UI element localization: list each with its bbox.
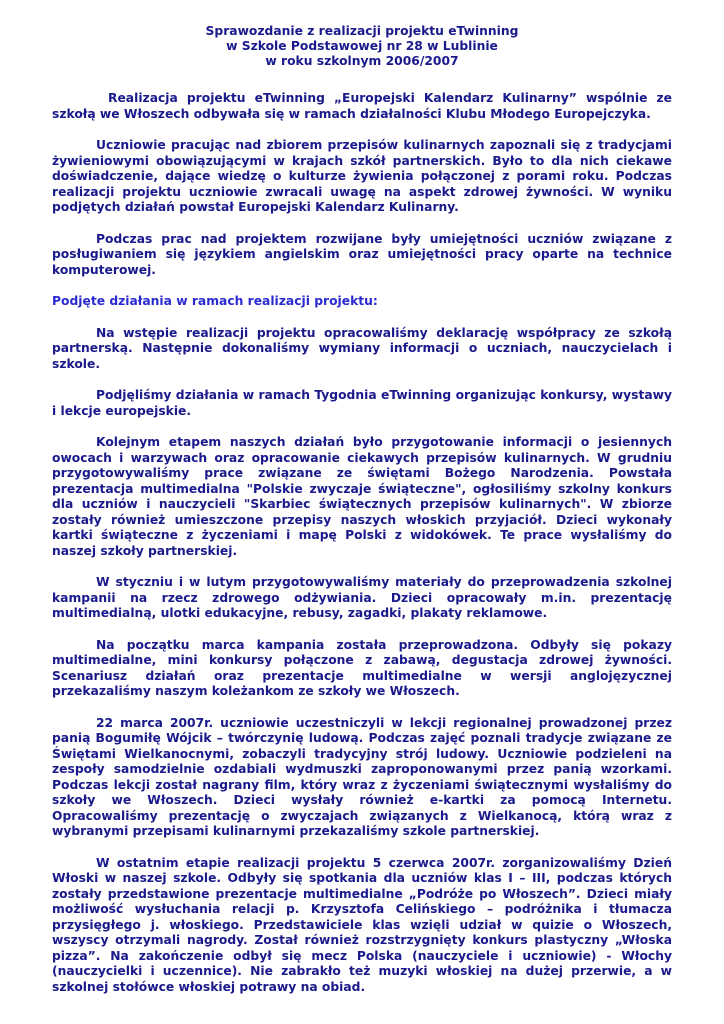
title-line-3: w roku szkolnym 2006/2007 bbox=[265, 54, 459, 68]
paragraph-march-campaign: Na początku marca kampania została przeprowadzona. Odbyły się pokazy multimedialne, mini konkursy połączone z zabawą, degustacja zdrowej żywności. Scenariusz działań oraz prezentacje multimedialne w wersji anglojęzycznej przekazaliśmy naszym koleżankom ze szkoły we Włoszech. bbox=[52, 637, 672, 698]
paragraph-recipes: Uczniowie pracując nad zbiorem przepisów kulinarnych zapoznali się z tradycjami żywieniowymi obowiązującymi w krajach szkół partnerskich. Było to dla nich ciekawe doświadczenie, dające wiedzę o kulturze żywienia połączonej z porami roku. Podczas realizacji projektu uczniowie zwracali uwagę na aspekt zdrowej żywności. W wyniku podjętych działań powstał Europejski Kalendarz Kulinarny. bbox=[52, 138, 672, 214]
title-line-2: w Szkole Podstawowej nr 28 w Lublinie bbox=[226, 39, 498, 53]
paragraph-autumn-christmas: Kolejnym etapem naszych działań było przygotowanie informacji o jesiennych owocach i warzywach oraz opracowanie ciekawych przepisów kulinarnych. W grudniu przygotowywaliśmy prace związane ze świętami Bożego Narodzenia. Powstała prezentacja multimedialna "Polskie zwyczaje świąteczne", ogłosiliśmy szkolny konkurs dla uczniów i nauczycieli "Skarbiec świątecznych przepisów kulinarnych". W zbiorze zostały również umieszczone przepisy naszych włoskich przyjaciół. Dzieci wykonały kartki świąteczne z życzeniami i mapę Polski z widokówek. Te prace wysłaliśmy do naszej szkoły partnerskiej. bbox=[52, 435, 672, 558]
report-page bbox=[52, 24, 672, 995]
section-heading: Podjęte działania w ramach realizacji projektu: bbox=[52, 294, 378, 308]
intro-paragraph: Realizacja projektu eTwinning „Europejski Kalendarz Kulinarny” wspólnie ze szkołą we Włoszech odbywała się w ramach działalności Klubu Młodego Europejczyka. bbox=[52, 91, 672, 121]
paragraph-skills: Podczas prac nad projektem rozwijane były umiejętności uczniów związane z posługiwaniem się językiem angielskim oraz umiejętności pracy oparte na technice komputerowej. bbox=[52, 231, 672, 277]
paragraph-healthy-campaign-prep: W styczniu i w lutym przygotowywaliśmy materiały do przeprowadzenia szkolnej kampanii na rzecz zdrowego odżywiania. Dzieci opracowały m.in. prezentację multimedialną, ulotki edukacyjne, rebusy, zagadki, plakaty reklamowe. bbox=[52, 575, 672, 620]
paragraph-declaration: Na wstępie realizacji projektu opracowaliśmy deklarację współpracy ze szkołą partnerską. Następnie dokonaliśmy wymiany informacji o uczniach, nauczycielach i szkole. bbox=[52, 325, 672, 371]
paragraph-easter-lesson: 22 marca 2007r. uczniowie uczestniczyli w lekcji regionalnej prowadzonej przez panią Bogumiłę Wójcik – twórczynię ludową. Podczas zajęć poznali tradycje związane ze Świętami Wielkanocnymi, zobaczyli tradycyjny strój ludowy. Uczniowie podzieleni na zespoły samodzielnie ozdabiali wydmuszki zaproponowanymi przez panią wzorkami. Podczas lekcji został nagrany film, który wraz z życzeniami świątecznymi wysłaliśmy do szkoły we Włoszech. Dzieci wysłały również e-kartki za pomocą Internetu. Opracowaliśmy prezentację o zwyczajach związanych z Wielkanocą, którą wraz z wybranymi przepisami kulinarnymi przekazaliśmy szkole partnerskiej. bbox=[52, 715, 672, 838]
paragraph-italian-day: W ostatnim etapie realizacji projektu 5 czerwca 2007r. zorganizowaliśmy Dzień Włoski w naszej szkole. Odbyły się spotkania dla uczniów klas I – III, podczas których zostały przedstawione prezentacje multimedialne „Podróże po Włoszech”. Dzieci miały możliwość wysłuchania relacji p. Krzysztofa Celińskiego – podróżnika i tłumacza przysięgłego j. włoskiego. Przedstawiciele klas wzięli udział w quizie o Włoszech, wszyscy otrzymali nagrody. Został również rozstrzygnięty konkurs plastyczny „Włoska pizza”. Na zakończenie odbył się mecz Polska (nauczyciele i uczniowie) - Włochy (nauczycielki i uczennice). Nie zabrakło też muzyki włoskiej na dużej przerwie, a w szkolnej stołówce włoskiej potrawy na obiad. bbox=[52, 855, 672, 994]
paragraph-etwinning-week: Podjęliśmy działania w ramach Tygodnia eTwinning organizując konkursy, wystawy i lekcje europejskie. bbox=[52, 388, 672, 418]
title-line-1: Sprawozdanie z realizacji projektu eTwinning bbox=[205, 24, 519, 38]
document-title bbox=[52, 24, 672, 69]
